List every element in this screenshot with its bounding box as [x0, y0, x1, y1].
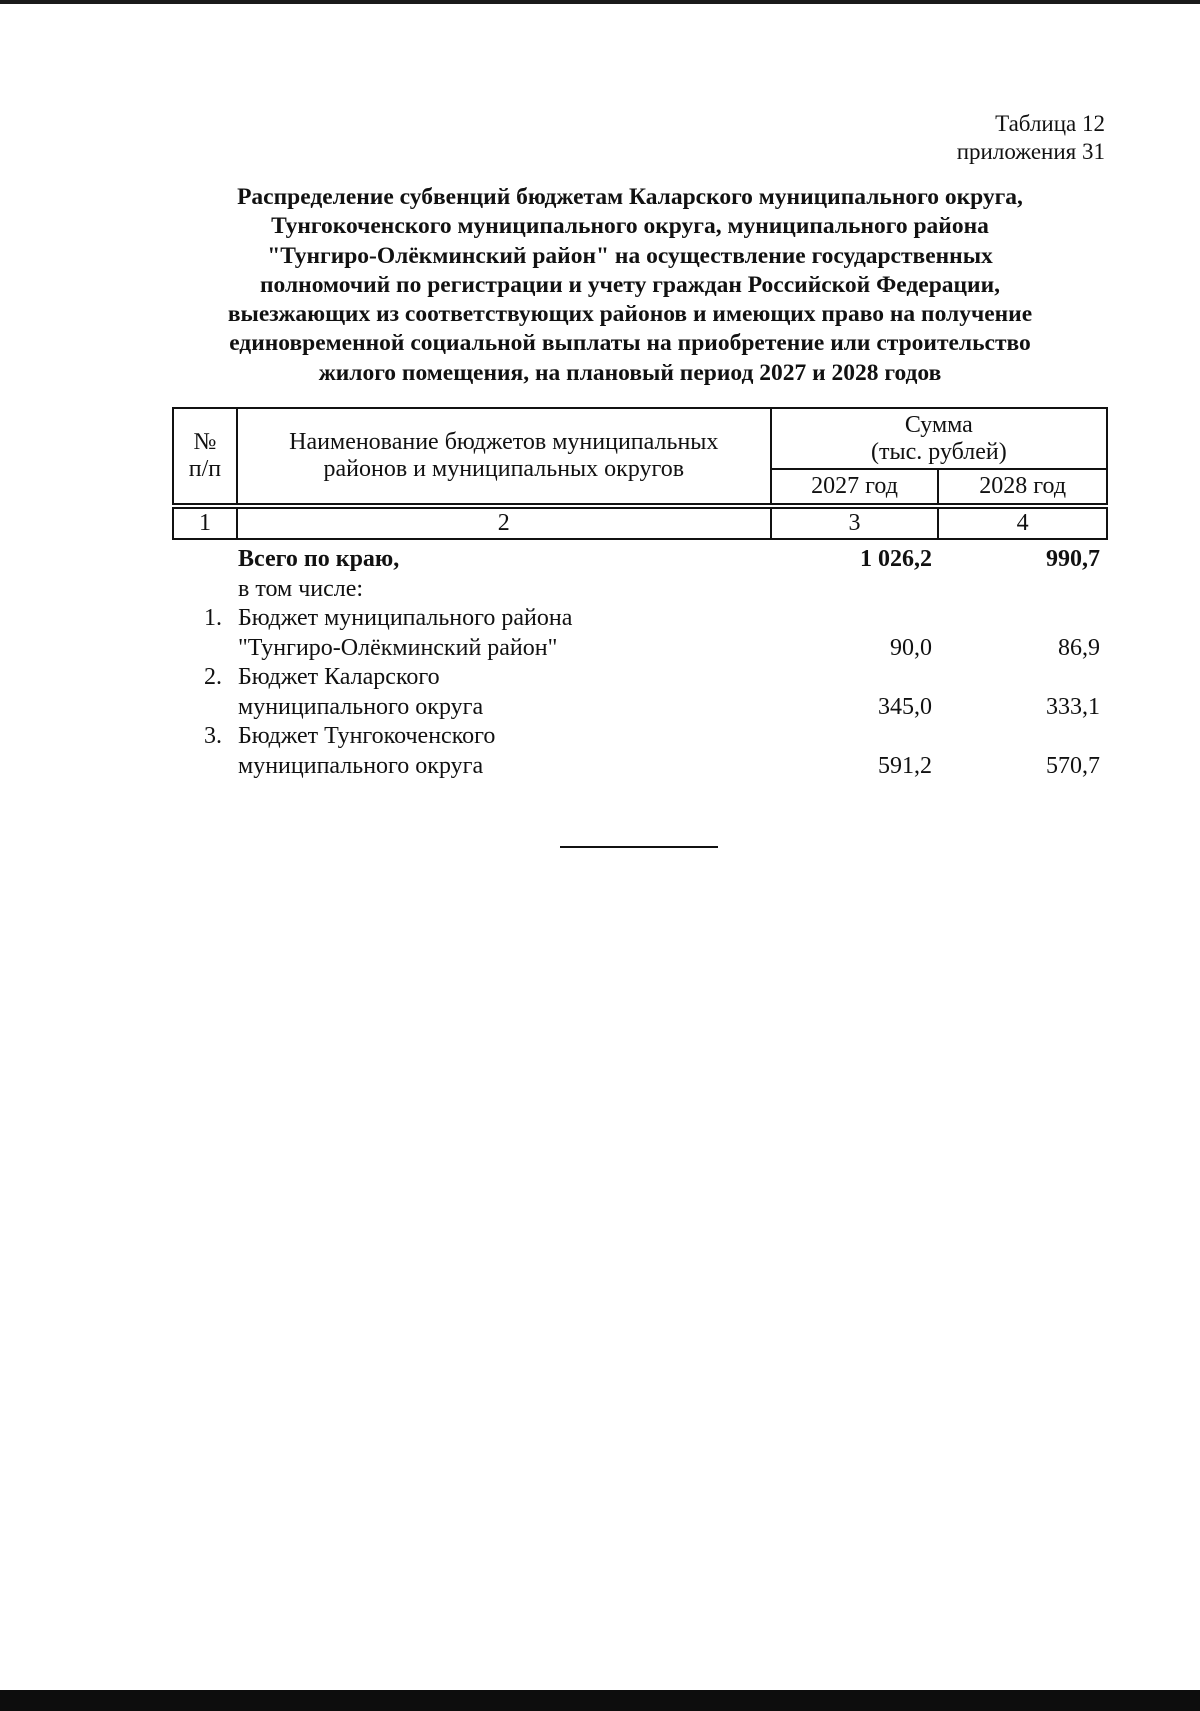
- header-name-line: районов и муниципальных округов: [323, 456, 685, 482]
- table-row: [172, 752, 1108, 782]
- title-line: жилого помещения, на плановый период 2027 и 2028 годов: [318, 359, 942, 386]
- header-cell-year-2028: 2028 год: [938, 469, 1107, 504]
- document-title: [170, 183, 1090, 388]
- title-line: полномочий по регистрации и учету граждан Российской Федерации,: [259, 271, 1001, 298]
- index-cell: 2: [237, 508, 771, 539]
- header-cell-sum: [771, 408, 1107, 469]
- table-body: [172, 545, 1108, 781]
- row-name: муниципального округа: [238, 752, 484, 779]
- header-cell-name: [237, 408, 771, 504]
- row-value-2028: 990,7: [1046, 546, 1100, 572]
- table-header: [172, 407, 1108, 540]
- header-number-line: №: [193, 429, 217, 455]
- table-row: [172, 634, 1108, 664]
- header-name-line: Наименование бюджетов муниципальных: [289, 429, 719, 455]
- row-name: в том числе:: [238, 575, 364, 602]
- header-cell-year-2027: 2027 год: [771, 469, 939, 504]
- row-number: 2.: [204, 664, 222, 690]
- index-cell: 3: [771, 508, 939, 539]
- row-value-2027: 591,2: [878, 752, 932, 779]
- title-line: выезжающих из соответствующих районов и имеющих право на получение: [227, 301, 1033, 328]
- row-value-2028: 333,1: [1046, 693, 1100, 720]
- row-name: Бюджет Тунгокоченского: [238, 723, 496, 749]
- scan-edge-top: [0, 0, 1200, 4]
- table-row: [172, 693, 1108, 723]
- title-line: "Тунгиро-Олёкминский район" на осуществление государственных: [267, 242, 993, 269]
- index-cell: 1: [173, 508, 237, 539]
- end-rule: [560, 846, 718, 848]
- header-cell-number: [173, 408, 237, 504]
- row-value-2027: 1 026,2: [860, 546, 932, 572]
- table-row: [172, 575, 1108, 605]
- row-name: Всего по краю,: [238, 546, 400, 572]
- row-value-2028: 570,7: [1046, 752, 1100, 779]
- title-line: Тунгокоченского муниципального округа, муниципального района: [271, 213, 989, 240]
- scan-edge-bottom: [0, 1690, 1200, 1711]
- table-reference: [957, 110, 1105, 166]
- row-name: Бюджет муниципального района: [238, 605, 573, 631]
- header-number-line: п/п: [188, 456, 222, 482]
- index-cell: 4: [938, 508, 1107, 539]
- row-name: Бюджет Каларского: [238, 664, 440, 690]
- header-sum-line: (тыс. рублей): [871, 438, 1007, 465]
- row-value-2027: 345,0: [878, 693, 932, 720]
- title-line: Распределение субвенций бюджетам Каларского муниципального округа,: [237, 184, 1023, 210]
- title-line: единовременной социальной выплаты на приобретение или строительство: [229, 330, 1031, 357]
- table-row: [172, 663, 1108, 693]
- appendix-label: приложения 31: [956, 139, 1105, 164]
- table-row: [172, 604, 1108, 634]
- row-number: 3.: [204, 723, 222, 749]
- row-number: 1.: [204, 605, 222, 631]
- table-label: Таблица 12: [995, 111, 1105, 136]
- row-value-2027: 90,0: [890, 634, 932, 661]
- row-value-2028: 86,9: [1058, 634, 1100, 661]
- row-name: "Тунгиро-Олёкминский район": [238, 634, 558, 661]
- table-row-total: [172, 545, 1108, 575]
- header-sum-line: Сумма: [904, 411, 973, 438]
- table-row: [172, 722, 1108, 752]
- row-name: муниципального округа: [238, 693, 484, 720]
